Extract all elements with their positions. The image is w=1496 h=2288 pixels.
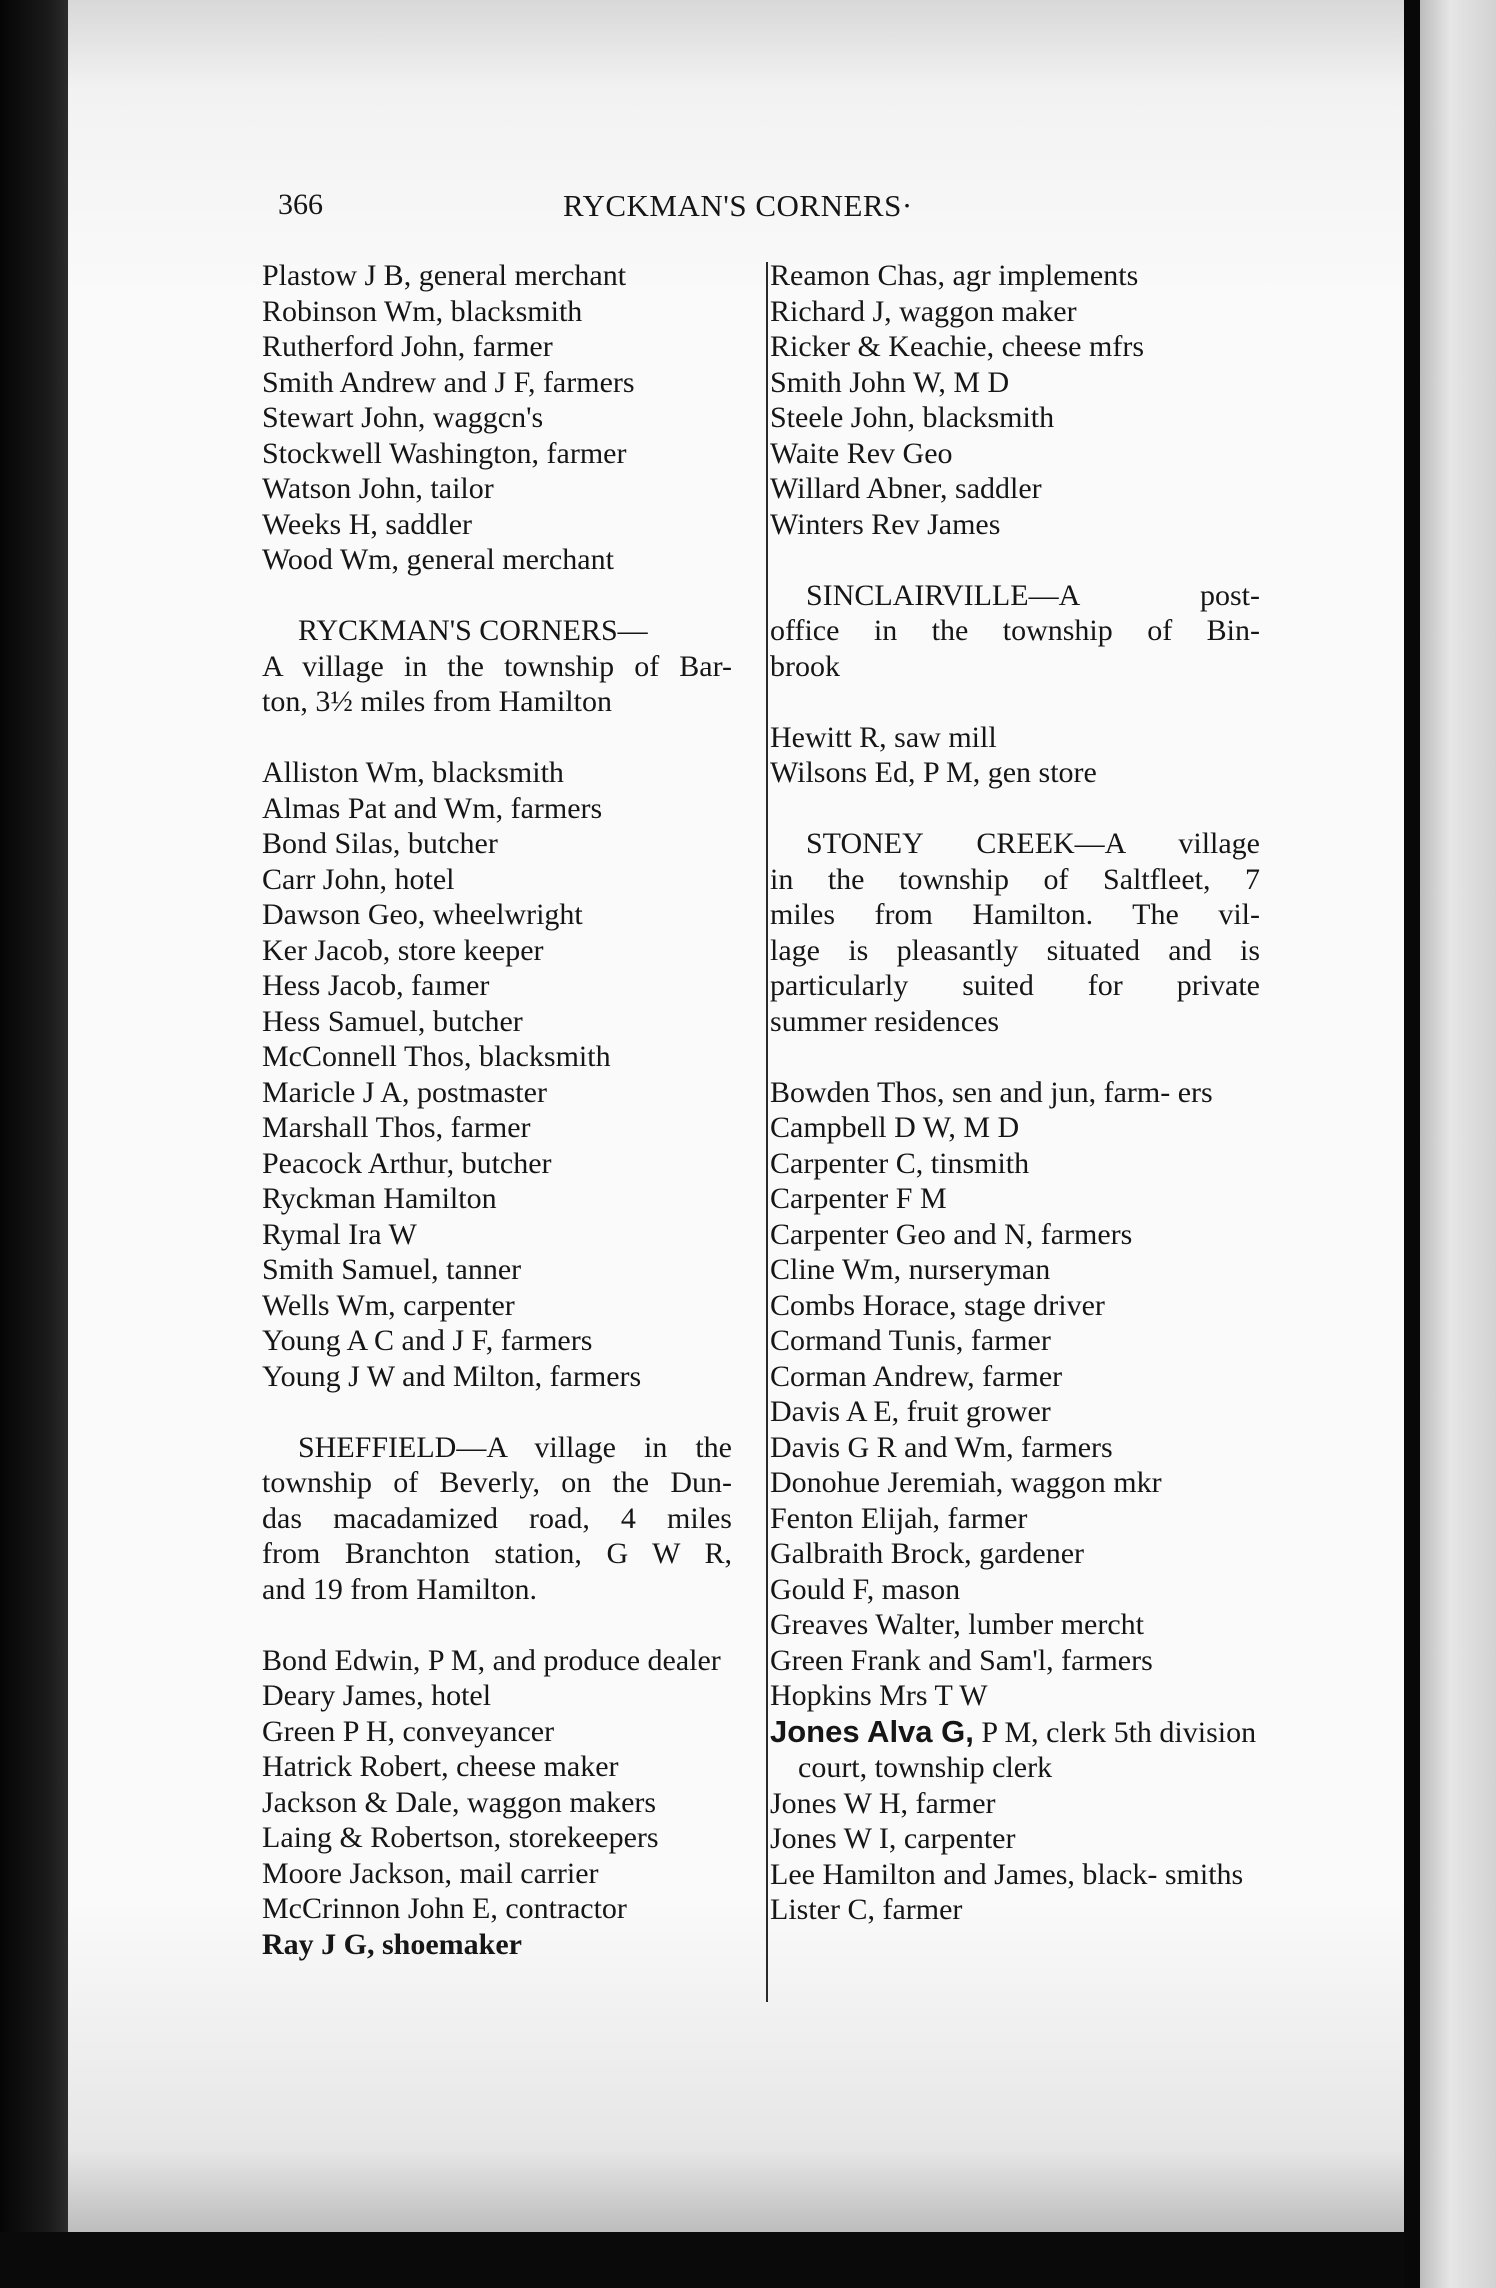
list-item: Bond Edwin, P M, and produce dealer [262, 1643, 721, 1677]
section-ryckmans-corners [262, 613, 732, 720]
list-item: McCrinnon John E, contractor [262, 1892, 627, 1925]
list-item: Hess Samuel, butcher [262, 1004, 523, 1038]
directory-list [262, 1643, 732, 1963]
section-description-line: ton, 3½ miles from Hamilton [262, 685, 612, 718]
list-item: Smith Andrew and J F, farmers [262, 365, 635, 399]
list-item: Bowden Thos, sen and jun, farm- ers [770, 1075, 1213, 1109]
list-item: Reamon Chas, agr implements [770, 259, 1139, 292]
list-item: Wells Wm, carpenter [262, 1288, 515, 1322]
list-item: Hopkins Mrs T W [770, 1679, 988, 1712]
list-item: Almas Pat and Wm, farmers [262, 791, 603, 825]
section-description-line: and 19 from Hamilton. [262, 1572, 537, 1606]
section-description-line: das macadamized road, 4 miles [262, 1501, 732, 1535]
section-description-line: particularly suited for private [770, 969, 1260, 1002]
list-item: Hess Jacob, faımer [262, 969, 490, 1002]
list-item: Rutherford John, farmer [262, 330, 553, 363]
list-item: Young A C and J F, farmers [262, 1324, 593, 1357]
section-sheffield [262, 1430, 732, 1608]
list-item: Deary James, hotel [262, 1679, 492, 1712]
section-heading: SINCLAIRVILLE—A post- [806, 578, 1260, 612]
list-item: Jackson & Dale, waggon makers [262, 1785, 657, 1819]
list-item: Robinson Wm, blacksmith [262, 294, 583, 328]
list-item: Carpenter Geo and N, farmers [770, 1217, 1133, 1251]
list-item: Willard Abner, saddler [770, 472, 1042, 505]
list-item: Hewitt R, saw mill [770, 720, 997, 754]
list-item: Ryckman Hamilton [262, 1182, 497, 1215]
list-item: Combs Horace, stage driver [770, 1288, 1105, 1322]
list-item: Weeks H, saddler [262, 507, 473, 541]
directory-list [770, 720, 1260, 791]
list-item: Rymal Ira W [262, 1217, 417, 1251]
page-number: 366 [278, 188, 323, 221]
section-description-line: miles from Hamilton. The vil- [770, 898, 1260, 931]
section-description-line: township of Beverly, on the Dun- [262, 1466, 732, 1499]
list-item: Gould F, mason [770, 1572, 961, 1606]
list-item: Jones W I, carpenter [770, 1822, 1016, 1855]
list-item: Carpenter C, tinsmith [770, 1146, 1030, 1180]
book-spine [1404, 0, 1420, 2288]
list-item: Wilsons Ed, P M, gen store [770, 756, 1097, 789]
list-item: Hatrick Robert, cheese maker [262, 1750, 619, 1783]
entry-lead-name: Jones Alva G, [770, 1713, 974, 1749]
list-item: Stockwell Washington, farmer [262, 436, 627, 470]
list-item: Maricle J A, postmaster [262, 1075, 547, 1109]
directory-list [262, 755, 732, 1394]
list-item: Carpenter F M [770, 1182, 947, 1215]
list-item: Richard J, waggon maker [770, 294, 1077, 328]
list-item: Bond Silas, butcher [262, 827, 498, 860]
section-description-line: in the township of Saltfleet, 7 [770, 862, 1260, 896]
list-item: Smith Samuel, tanner [262, 1253, 522, 1286]
book-shadow-bottom [0, 2232, 1404, 2288]
section-heading: SHEFFIELD—A village in the [298, 1430, 732, 1464]
list-item: Peacock Arthur, butcher [262, 1146, 552, 1180]
list-item: Green Frank and Sam'l, farmers [770, 1643, 1153, 1677]
list-item: Green P H, conveyancer [262, 1714, 555, 1748]
list-item: Lee Hamilton and James, black- smiths [770, 1857, 1244, 1891]
list-item: Ricker & Keachie, cheese mfrs [770, 330, 1144, 363]
list-item: Wood Wm, general merchant [262, 543, 614, 576]
list-item: Watson John, tailor [262, 472, 494, 505]
list-item: Winters Rev James [770, 507, 1001, 541]
list-item: Donohue Jeremiah, waggon mkr [770, 1466, 1162, 1499]
section-description-line: lage is pleasantly situated and is [770, 933, 1260, 967]
column-divider [766, 262, 768, 2002]
book-shadow-left [0, 0, 68, 2288]
list-item: Fenton Elijah, farmer [770, 1501, 1028, 1535]
section-heading: RYCKMAN'S CORNERS— [298, 614, 648, 647]
list-item: Davis G R and Wm, farmers [770, 1430, 1113, 1464]
entry-detail: P M, clerk 5th division court, township clerk [798, 1715, 1257, 1784]
list-item: Steele John, blacksmith [770, 401, 1055, 434]
section-sinclairville [770, 578, 1260, 685]
section-description-line: summer residences [770, 1004, 1000, 1038]
running-head: RYCKMAN'S CORNERS· [563, 188, 913, 223]
facing-page-edge [1420, 0, 1496, 2288]
page-header [278, 188, 978, 228]
directory-list [770, 1075, 1260, 1928]
list-item: Dawson Geo, wheelwright [262, 898, 583, 931]
list-item: Marshall Thos, farmer [262, 1111, 531, 1144]
list-item: Davis A E, fruit grower [770, 1395, 1051, 1428]
left-column [262, 258, 732, 1962]
list-item: Stewart John, waggcn's [262, 401, 544, 434]
list-item: Young J W and Milton, farmers [262, 1359, 642, 1393]
list-item: Waite Rev Geo [770, 436, 953, 470]
list-item: Carr John, hotel [262, 862, 455, 896]
section-description-line: A village in the township of Bar- [262, 649, 732, 683]
list-item: McConnell Thos, blacksmith [262, 1040, 611, 1073]
list-item: Moore Jackson, mail carrier [262, 1856, 599, 1890]
section-description-line: brook [770, 649, 840, 683]
list-item: Laing & Robertson, storekeepers [262, 1821, 659, 1854]
directory-list [770, 258, 1260, 542]
list-item: Cline Wm, nurseryman [770, 1253, 1051, 1286]
list-item: Corman Andrew, farmer [770, 1359, 1063, 1393]
section-heading: STONEY CREEK—A village [806, 827, 1260, 860]
section-stoney-creek [770, 826, 1260, 1039]
list-item: Ray J G, shoemaker [262, 1927, 522, 1961]
list-item: Alliston Wm, blacksmith [262, 756, 564, 789]
list-item: Cormand Tunis, farmer [770, 1324, 1051, 1357]
right-column [770, 258, 1260, 1928]
list-item: Jones W H, farmer [770, 1786, 996, 1820]
list-item: Lister C, farmer [770, 1893, 963, 1926]
list-item: Greaves Walter, lumber mercht [770, 1608, 1145, 1641]
list-item: Smith John W, M D [770, 365, 1010, 399]
list-item: Ker Jacob, store keeper [262, 933, 544, 967]
section-description-line: office in the township of Bin- [770, 614, 1260, 647]
list-item: Campbell D W, M D [770, 1111, 1020, 1144]
section-description-line: from Branchton station, G W R, [262, 1537, 732, 1570]
list-item: Galbraith Brock, gardener [770, 1537, 1085, 1570]
list-item-jones-alva [770, 1714, 1268, 1786]
directory-list [262, 258, 732, 578]
list-item: Plastow J B, general merchant [262, 259, 627, 292]
